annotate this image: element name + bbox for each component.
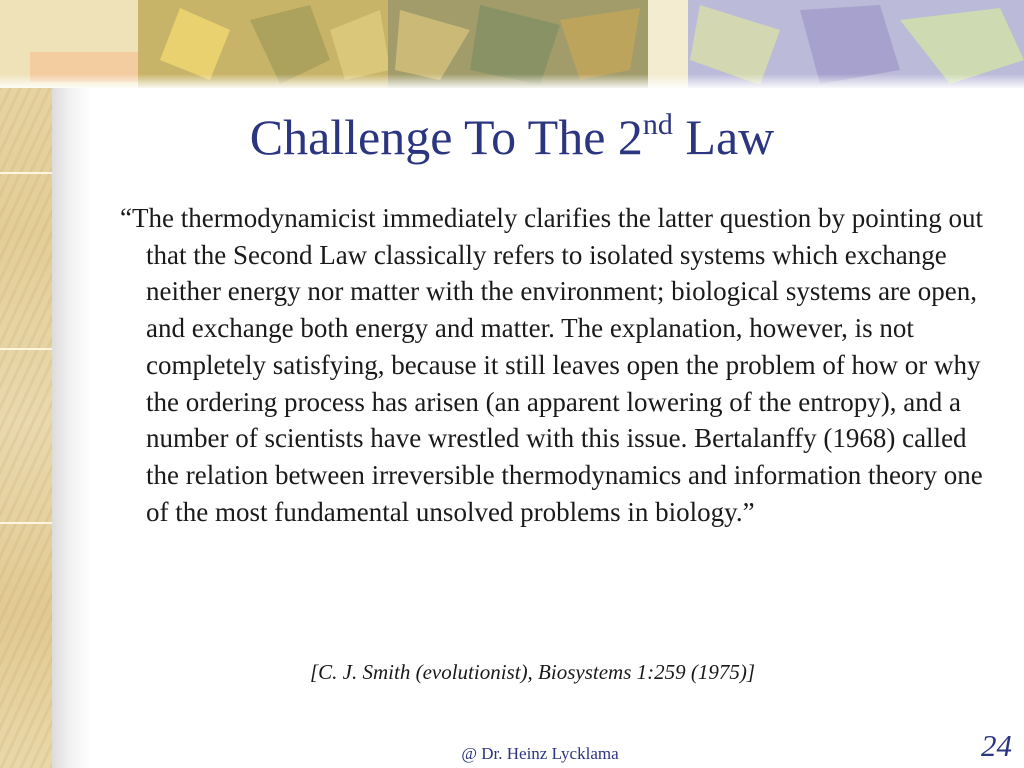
slide-title [0,108,1024,165]
title-superscript: nd [642,108,673,141]
strip-seam [0,348,52,350]
top-decorative-banner [0,0,1024,88]
strip-seam [0,522,52,524]
banner-fade [0,74,1024,88]
footer-author: @ Dr. Heinz Lycklama [461,744,619,763]
citation: [C. J. Smith (evolutionist), Biosystems 1:259 (1975)] [310,660,756,684]
strip-seam [0,172,52,174]
slide-number: 24 [981,728,1012,763]
quote-paragraph: “The thermodynamicist immediately clarifies the latter question by pointing out that the Second Law classically refers to isolated systems which exchange neither energy nor matter with the environment; biological systems are open, and exchange both energy and matter. The explanation, however, is not completely satisfying, because it still leaves open the problem of how or why the ordering process has arisen (an apparent lowering of the entropy), and a number of scientists have wrestled with this issue. Bertalanffy (1968) called the relation between irreversible thermodynamics and information theory one of the most fundamental unsolved problems in biology.” [120,203,984,527]
title-end: Law [672,109,775,165]
title-main: Challenge To The 2 [249,109,643,165]
